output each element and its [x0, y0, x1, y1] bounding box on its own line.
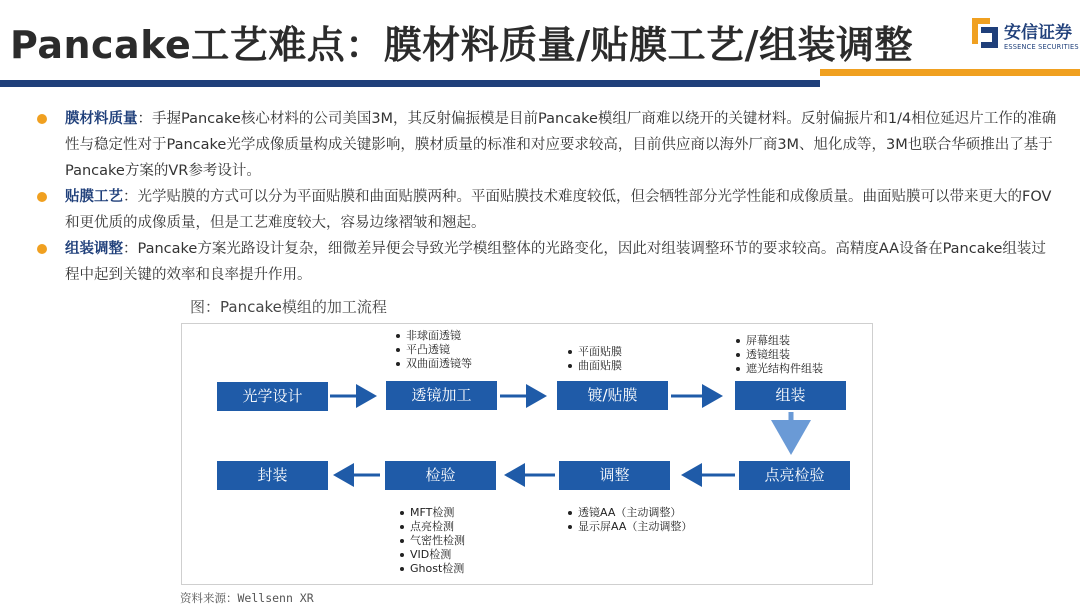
bullet-keyword: 膜材料质量 — [65, 111, 138, 127]
source-note: 资料来源：Wellsenn XR — [180, 591, 314, 605]
bullet-item — [35, 236, 1060, 288]
note-item: MFT检测 — [398, 506, 465, 520]
page-title: Pancake工艺难点：膜材料质量/贴膜工艺/组装调整 — [10, 23, 913, 67]
note-item: 气密性检测 — [398, 534, 465, 548]
bullet-text: ：手握Pancake核心材料的公司美国3M，其反射偏振模是目前Pancake模组厂商难以绕开的关键材料。反射偏振片和1/4相位延迟片工作的准确性与稳定性对于Pancake光学成像质量构成关键影响，膜材质量的标准和对应要求较高，目前供应商以海外厂商3M、旭化成等，3M也联合华硕推出了基于Pancake方案的VR参考设计。 — [65, 111, 1057, 179]
step-lens-processing: 透镜加工 — [386, 381, 497, 410]
logo-text-cn: 安信证券 — [1004, 23, 1072, 43]
step-optical-design: 光学设计 — [217, 382, 328, 411]
note-item: 遮光结构件组装 — [734, 362, 823, 376]
note-item: Ghost检测 — [398, 562, 465, 576]
note-item: 曲面贴膜 — [566, 359, 622, 373]
note-item: 显示屏AA（主动调整） — [566, 520, 692, 534]
bullet-text: ：Pancake方案光路设计复杂，细微差异便会导致光学模组整体的光路变化，因此对组装调整环节的要求较高。高精度AA设备在Pancake组装过程中起到关键的效率和良率提升作用。 — [65, 241, 1046, 283]
notes-assembly — [734, 334, 823, 376]
bullet-item — [35, 106, 1060, 184]
bullet-dot-icon — [37, 192, 47, 202]
step-coating: 镀/贴膜 — [557, 381, 668, 410]
bullet-dot-icon — [37, 244, 47, 254]
step-package: 封装 — [217, 461, 328, 490]
note-item: 平凸透镜 — [394, 343, 472, 357]
figure-title: 图：Pancake模组的加工流程 — [190, 298, 387, 316]
logo-mark-icon — [972, 18, 998, 48]
bullet-item — [35, 184, 1060, 236]
note-item: 透镜AA（主动调整） — [566, 506, 692, 520]
note-item: 透镜组装 — [734, 348, 823, 362]
bullet-keyword: 组装调整 — [65, 241, 123, 257]
header-accent-bar — [820, 69, 1080, 76]
note-item: 平面贴膜 — [566, 345, 622, 359]
brand-logo — [970, 14, 1080, 64]
notes-coating — [566, 345, 622, 373]
bullet-text: ：光学贴膜的方式可以分为平面贴膜和曲面贴膜两种。平面贴膜技术难度较低，但会牺牲部分光学性能和成像质量。曲面贴膜可以带来更大的FOV和更优质的成像质量，但是工艺难度较大，容易边缘褶皱和翘起。 — [65, 189, 1052, 231]
notes-lens — [394, 329, 472, 371]
process-flow-diagram — [181, 323, 873, 585]
note-item: VID检测 — [398, 548, 465, 562]
header — [0, 0, 1080, 90]
notes-adjust — [566, 506, 692, 534]
note-item: 点亮检测 — [398, 520, 465, 534]
step-inspect: 检验 — [385, 461, 496, 490]
note-item: 非球面透镜 — [394, 329, 472, 343]
step-adjust: 调整 — [559, 461, 670, 490]
note-item: 屏幕组装 — [734, 334, 823, 348]
step-light-test: 点亮检验 — [739, 461, 850, 490]
step-assembly: 组装 — [735, 381, 846, 410]
bullet-keyword: 贴膜工艺 — [65, 189, 123, 205]
notes-inspect — [398, 506, 465, 576]
note-item: 双曲面透镜等 — [394, 357, 472, 371]
header-rule — [0, 80, 820, 87]
bullet-dot-icon — [37, 114, 47, 124]
logo-text-en: ESSENCE SECURITIES — [1004, 43, 1079, 51]
bullet-list — [35, 106, 1060, 288]
